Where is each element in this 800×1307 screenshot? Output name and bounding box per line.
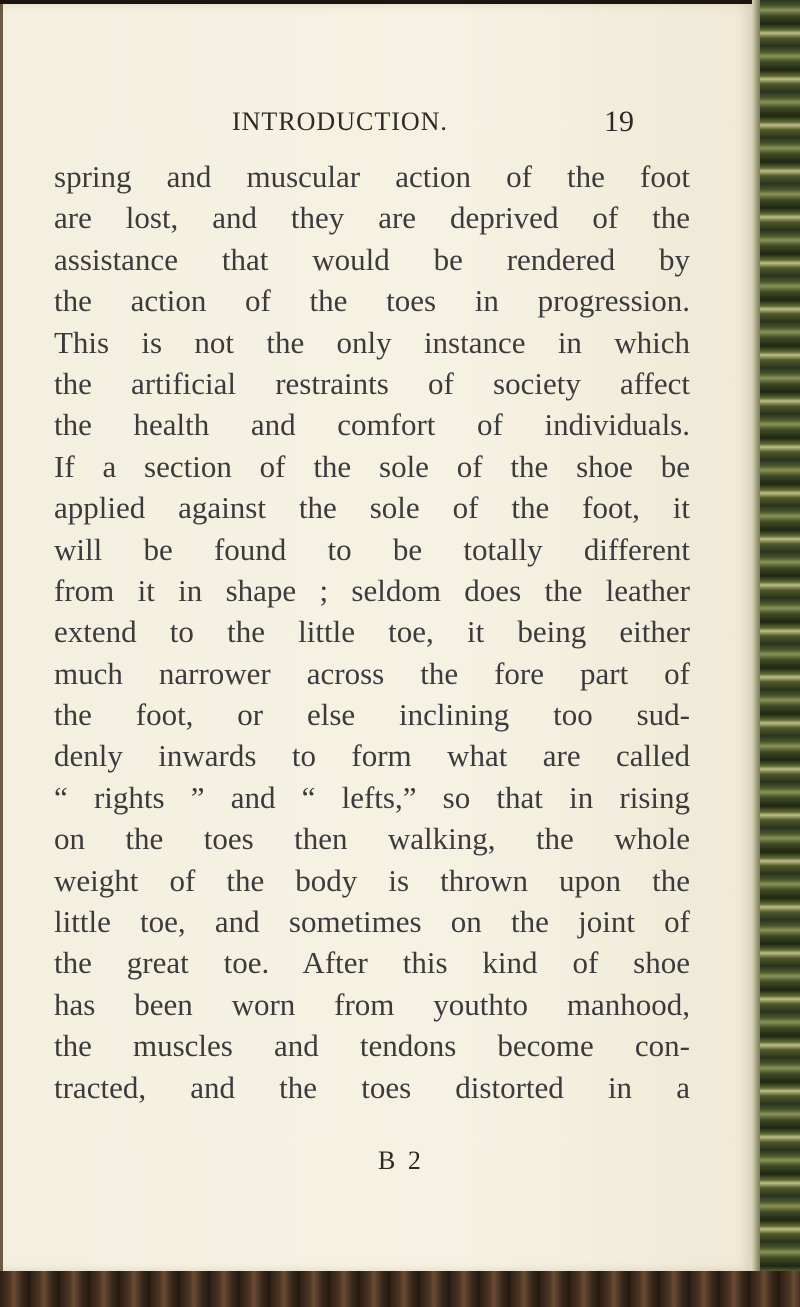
text-line: the muscles and tendons become con- (54, 1028, 690, 1064)
page-fore-edge (752, 0, 760, 1307)
text-line: has been worn from youthto manhood, (54, 986, 690, 1022)
text-line: are lost, and they are deprived of the (54, 200, 690, 236)
page-number: 19 (604, 105, 634, 138)
text-line: the health and comfort of individuals. (54, 407, 690, 443)
text-line: If a section of the sole of the shoe be (54, 448, 690, 484)
text-line: denly inwards to form what are called (54, 738, 690, 774)
text-line: assistance that would be rendered by (54, 241, 690, 277)
book-page (0, 4, 752, 1271)
text-line: the action of the toes in progression. (54, 283, 690, 319)
text-line: extend to the little toe, it being either (54, 614, 690, 650)
text-line: This is not the only instance in which (54, 324, 690, 360)
text-line: tracted, and the toes distorted in a (54, 1069, 690, 1105)
text-line: the artificial restraints of society affect (54, 365, 690, 401)
text-line: on the toes then walking, the whole (54, 821, 690, 857)
body-text (54, 156, 690, 1108)
text-line: little toe, and sometimes on the joint of (54, 904, 690, 940)
text-line: the great toe. After this kind of shoe (54, 945, 690, 981)
page-header (0, 104, 752, 144)
text-line: will be found to be totally different (54, 531, 690, 567)
text-line: from it in shape ; seldom does the leather (54, 572, 690, 608)
page-left-edge (0, 4, 3, 1271)
text-line: applied against the sole of the foot, it (54, 490, 690, 526)
text-line: the foot, or else inclining too sud- (54, 697, 690, 733)
signature-mark: B 2 (378, 1146, 424, 1175)
text-line: much narrower across the fore part of (54, 655, 690, 691)
text-line: weight of the body is thrown upon the (54, 862, 690, 898)
text-line: “ rights ” and “ lefts,” so that in rising (54, 779, 690, 815)
text-line: spring and muscular action of the foot (54, 159, 690, 194)
running-head: INTRODUCTION. (232, 107, 448, 136)
book-bottom-edge (0, 1271, 800, 1307)
